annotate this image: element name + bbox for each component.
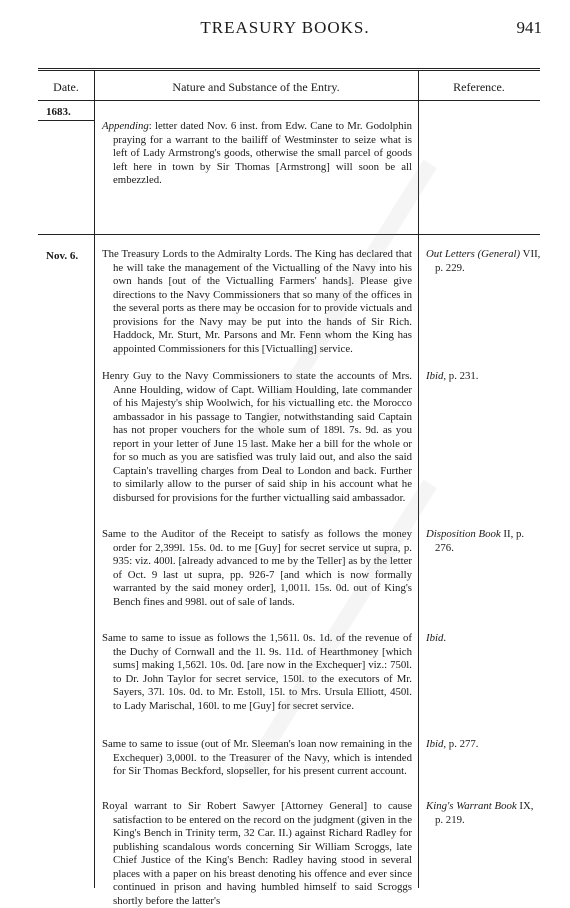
reference-houlding — [426, 370, 544, 384]
reference-duchy-cornwall — [426, 632, 544, 646]
entry-appending — [102, 120, 412, 188]
entry-duchy-cornwall — [102, 632, 412, 713]
reference-book: King's Warrant Book — [426, 800, 517, 812]
page-header — [0, 18, 570, 48]
reference-book: Ibid — [426, 370, 444, 382]
column-divider-date — [94, 70, 95, 888]
reference-secret-service — [426, 528, 544, 555]
reference-page: , p. 277. — [443, 738, 479, 750]
date-year: 1683. — [46, 106, 71, 118]
entry-text: : letter dated Nov. 6 inst. from Edw. Cane to Mr. Godolphin praying for a warrant to the bailiff of Westminster to seize what is left of Lady Armstrong's goods, otherwise the small parcel of goods left here in town by Sir Thomas [Armstrong] will soon be all embezzled. — [113, 120, 412, 186]
entry-text: Henry Guy to the Navy Commissioners to state the accounts of Mrs. Anne Houlding, widow of Capt. William Houlding, late commander of his Majesty's ship Woolwich, for his victualling etc. the Morocco ambassador in his passage to Tangier, notwithstanding said Captain has not proper vouchers for the whole sum of 189l. 7s. 9d. as you report in your letter of June 15 last. Make her a bill for the whole or for so much as you are satisfied was truly laid out, and also the said Captain's travelling charges from Deal to London and back. Further to similarly allow to the purser of said ship in his account what he disbursed for provisions for the further victualling said ambassador. — [102, 370, 412, 504]
reference-book: Ibid — [426, 632, 444, 644]
entry-text: Same to same to issue as follows the 1,561l. 0s. 1d. of the revenue of the Duchy of Cornwall and the 1l. 9s. 11d. of Hearthmoney [which sums] making 1,562l. 10s. 0d. [are now in the Exchequer] viz.: 750l. to Dr. John Taylor for secret service, 150l. to the executors of Mr. Sayers, 37l. 10s. 0d. to Mr. Estoll, 15l. to Mrs. Ursula Elliott, 450l. to Lady Marischal, 160l. to me [Guy] for secret service. — [102, 632, 412, 712]
entry-royal-warrant — [102, 800, 412, 907]
running-title: TREASURY BOOKS. — [200, 18, 370, 37]
entry-separator — [38, 234, 540, 235]
reference-page: . — [443, 632, 447, 644]
entry-text: The Treasury Lords to the Admiralty Lords. The King has declared that he will take the management of the Victualling of the Navy into his own hands [out of the Victualling Farmers' hands]. Please give directions to the Navy Commissioners that so many of the offices in the several ports as there may be occasion for to provide victuals and provisions for the Navy may be put into the hands of Sir Rich. Haddock, Mr. Sturt, Mr. Parsons and Mr. Fenn whom the King has appointed Commissioners for this [Victualling] service. — [102, 248, 412, 355]
column-header-nature: Nature and Substance of the Entry. — [172, 80, 340, 94]
reference-book: Out Letters (General) — [426, 248, 521, 260]
year-underline — [38, 120, 94, 121]
reference-page: IX, p. 219. — [435, 800, 534, 826]
page-number: 941 — [516, 18, 542, 37]
date-day: Nov. 6. — [46, 250, 79, 262]
entry-text: Royal warrant to Sir Robert Sawyer [Attorney General] to cause satisfaction to be entered on the record on the judgment (given in the King's Bench in Trinity term, 32 Car. II.) against Richard Radley for publishing scandalous words concerning Sir William Scroggs, late Chief Justice of the King's Bench: Radley having stood in several places with a paper on his breast denoting his offence and ever since continued in prison and having humbled himself to said Scroggs shortly before the latter's — [102, 800, 412, 907]
reference-royal-warrant — [426, 800, 544, 827]
entry-text: Same to the Auditor of the Receipt to satisfy as follows the money order for 2,399l. 15s. 0d. to me [Guy] for secret service ut supra, p. 935: viz. 400l. [already advanced to me by the Teller] as by the letter of Oct. 9 last ut supra, pp. 926-7 [and which is now formally warranted by the said money order], 1,001l. 15s. 0d. out of King's Bench fines and 998l. out of sale of lands. — [102, 528, 412, 608]
entry-text: Same to same to issue (out of Mr. Sleeman's loan now remaining in the Exchequer) 3,000l. to the Treasurer of the Navy, which is intended for Sir Thomas Beckford, slopseller, for his present current account. — [102, 738, 412, 777]
entry-lead: Appending — [102, 120, 149, 132]
table-top-rule — [38, 68, 540, 71]
column-header-reference: Reference. — [453, 80, 505, 94]
reference-book: Disposition Book — [426, 528, 501, 540]
watermark-band — [243, 480, 437, 777]
reference-page: , p. 231. — [443, 370, 479, 382]
column-header-date: Date. — [53, 80, 79, 94]
reference-book: Ibid — [426, 738, 444, 750]
reference-page: II, p. 276. — [435, 528, 525, 554]
reference-sleeman-loan — [426, 738, 544, 752]
header-bottom-rule — [38, 100, 540, 101]
reference-page: VII, p. 229. — [435, 248, 541, 274]
reference-victualling — [426, 248, 544, 275]
